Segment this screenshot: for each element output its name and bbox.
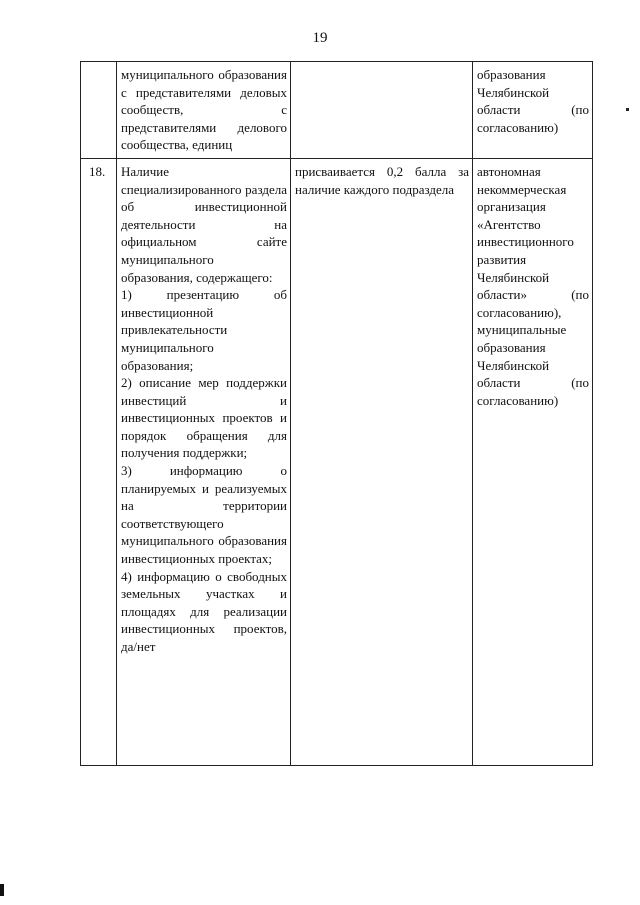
cell-responsible: образования Челябинской области (по согласованию) xyxy=(473,62,593,159)
page-number: 19 xyxy=(312,30,328,46)
indicator-intro: Наличие специализированного раздела об инвестиционной деятельности на официальном сайте муниципального образования, содержащего: xyxy=(121,163,287,285)
indicator-item-1: 1) презентацию об инвестиционной привлекательности муниципального образования; xyxy=(121,287,287,373)
cell-number: 18. xyxy=(81,158,117,765)
scan-dot xyxy=(626,108,629,111)
cell-indicator xyxy=(117,158,291,765)
cell-method: присваивается 0,2 балла за наличие каждого подраздела xyxy=(291,158,473,765)
cell-number xyxy=(81,62,117,159)
table-row-continued xyxy=(81,62,593,159)
indicator-item-3: 3) информацию о планируемых и реализуемых на территории соответствующего муниципального образования инвестиционных проектах; xyxy=(121,463,287,567)
scan-mark xyxy=(0,884,4,896)
indicator-item-2: 2) описание мер поддержки инвестиций и инвестиционных проектов и порядок обращения для получения поддержки; xyxy=(121,375,287,461)
criteria-table xyxy=(80,61,593,766)
cell-indicator: муниципального образования с представителями деловых сообществ, с представителями делового сообщества, единиц xyxy=(117,62,291,159)
table-row-18 xyxy=(81,158,593,765)
cell-responsible: автономная некоммерческая организация «Агентство инвестиционного развития Челябинской области» (по согласованию), муниципальные образования Челябинской области (по согласованию) xyxy=(473,158,593,765)
cell-method xyxy=(291,62,473,159)
indicator-item-4: 4) информацию о свободных земельных участках и площадях для реализации инвестиционных проектов, да/нет xyxy=(121,568,287,654)
